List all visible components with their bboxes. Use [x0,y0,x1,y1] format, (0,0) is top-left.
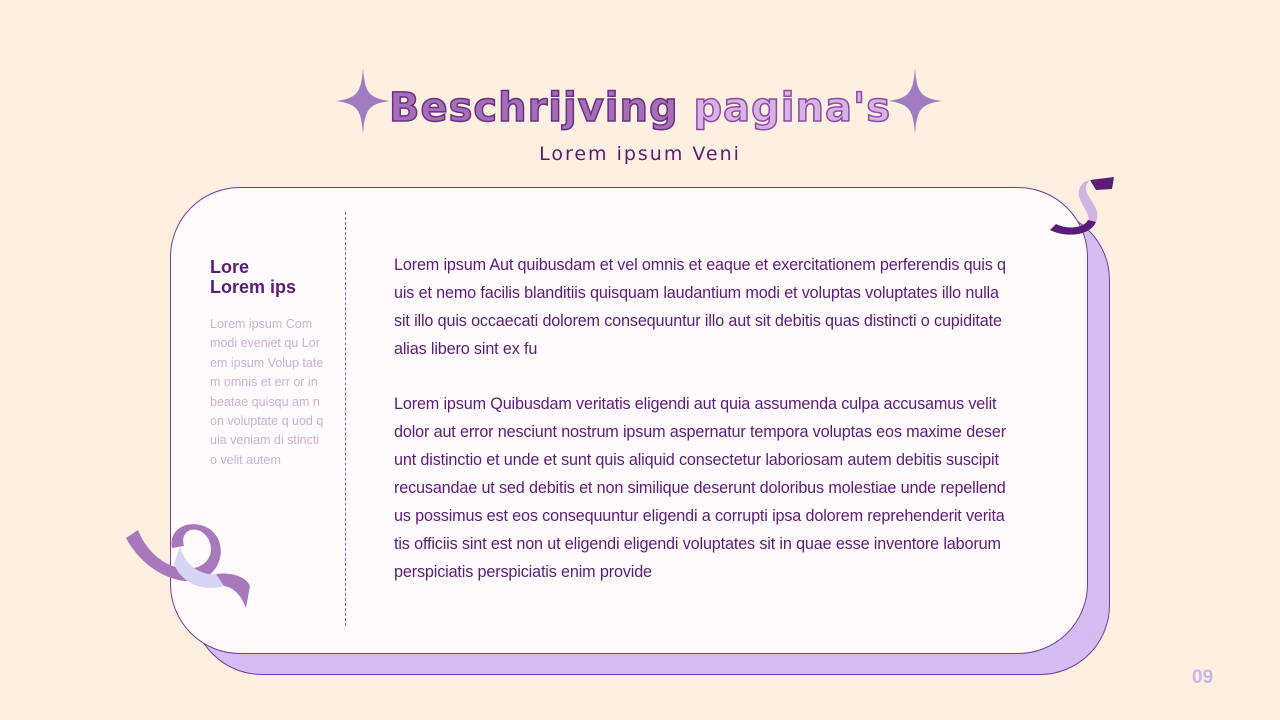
sidebar-heading-line-2: Lorem ips [210,277,297,297]
column-divider [345,212,346,626]
title-part-2: pagina's [693,85,892,131]
ribbon-top-right-icon [1046,174,1120,246]
title-container [0,78,1280,138]
main-content [394,251,1008,613]
sidebar-heading-line-1: Lore [210,257,250,277]
paragraph-1: Lorem ipsum Aut quibusdam et vel omnis et eaque et exercitationem perferendis quis quis et nemo facilis blanditiis quisquam laudantium modi et voluptas voluptates illo nulla sit illo quis occaecati dolorem consequuntur illo aut sit debitis quas distincti o cupiditate alias libero sint ex fu [394,256,1006,358]
sidebar-heading [210,257,330,297]
sparkle-right-icon [888,68,942,134]
page-number: 09 [1192,667,1214,688]
sidebar-text: Lorem ipsum Com modi eveniet qu Lorem ipsum Volup tatem omnis et err or in beatae quisqu am non voluptate q uod quia veniam di stinctio velit autem [210,317,324,467]
title-part-1: Beschrijving [388,85,679,131]
page-subtitle: Lorem ipsum Veni [539,143,741,165]
paragraph-2: Lorem ipsum Quibusdam veritatis eligendi aut quia assumenda culpa accusamus velit dolor aut error nesciunt nostrum ipsum aspernatur tempora voluptas eos maxime deserunt distinctio et unde et sunt quis aliquid consectetur laboriosam autem debitis suscipit recusandae ut sed debitis et non similique deserunt doloribus molestiae unde repellendus possimus est eos consequuntur eligendi a corrupti ipsa dolorem reprehenderit veritatis officiis sint est non ut eligendi eligendi voluptates sit in quae esse inventore laborum perspiciatis perspiciatis enim provide [394,395,1006,581]
page-title [389,85,891,131]
ribbon-bottom-left-icon [124,524,254,610]
